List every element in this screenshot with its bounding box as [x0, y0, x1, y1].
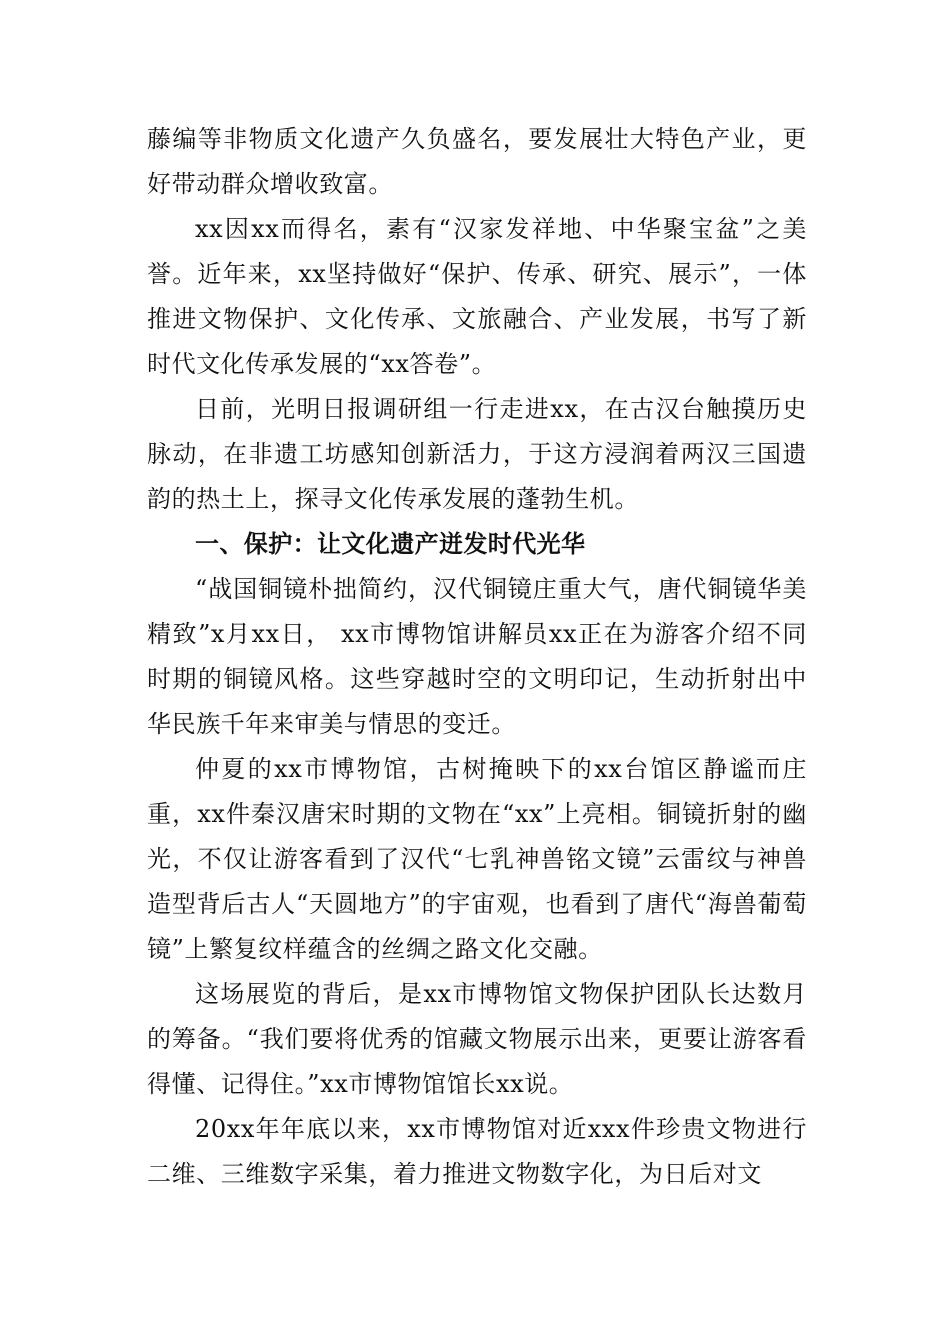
document-body [147, 117, 807, 1197]
paragraph-research-visit: 日前，光明日报调研组一行走进xx，在古汉台触摸历史脉动，在非遗工坊感知创新活力，于这方浸润着两汉三国遗韵的热土上，探寻文化传承发展的蓬勃生机。 [147, 395, 807, 513]
paragraph-museum-exhibit: 仲夏的xx市博物馆，古树掩映下的xx台馆区静谧而庄重，xx件秦汉唐宋时期的文物在“xx”上亮相。铜镜折射的幽光，不仅让游客看到了汉代“七乳神兽铭文镜”云雷纹与神兽造型背后古人“天圆地方”的宇宙观，也看到了唐代“海兽葡萄镜”上繁复纹样蕴含的丝绸之路文化交融。 [147, 755, 807, 963]
paragraph-intro: xx因xx而得名，素有“汉家发祥地、中华聚宝盆”之美誉。近年来，xx坚持做好“保护、传承、研究、展示”，一体推进文物保护、文化传承、文旅融合、产业发展，书写了新时代文化传承发展的“xx答卷”。 [147, 215, 807, 378]
paragraph-continuation: 藤编等非物质文化遗产久负盛名，要发展壮大特色产业，更好带动群众增收致富。 [147, 125, 807, 198]
paragraph-digitization: 20xx年年底以来，xx市博物馆对近xxx件珍贵文物进行二维、三维数字采集，着力推进文物数字化，为日后对文 [147, 1115, 807, 1188]
paragraph-exhibit-preparation: 这场展览的背后，是xx市博物馆文物保护团队长达数月的筹备。“我们要将优秀的馆藏文物展示出来，更要让游客看得懂、记得住。”xx市博物馆馆长xx说。 [147, 980, 807, 1098]
paragraph-bronze-mirrors: “战国铜镜朴拙简约，汉代铜镜庄重大气，唐代铜镜华美精致”x月xx日， xx市博物馆讲解员xx正在为游客介绍不同时期的铜镜风格。这些穿越时空的文明印记，生动折射出中华民族千年来审美与情思的变迁。 [147, 575, 807, 738]
section-heading-protection: 一、保护：让文化遗产迸发时代光华 [195, 530, 586, 558]
